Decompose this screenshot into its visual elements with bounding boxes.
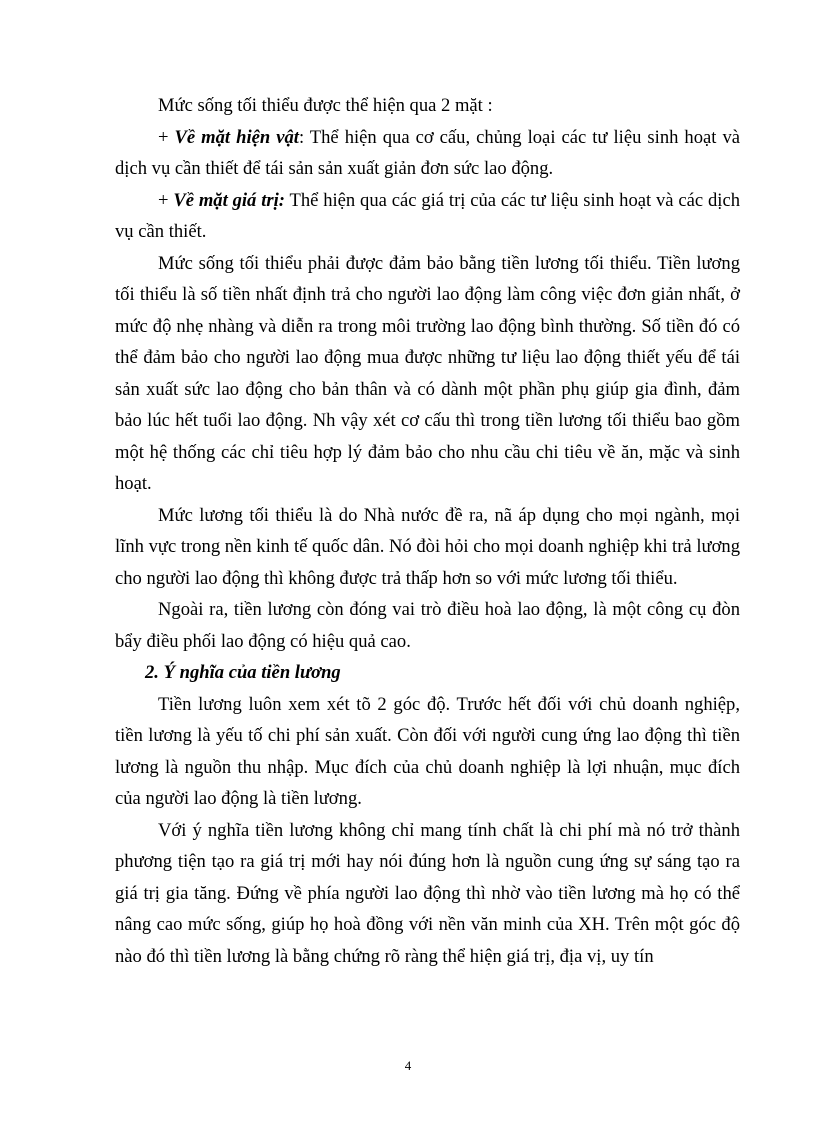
- page-number: 4: [404, 1058, 412, 1073]
- value-aspect-text: Thể hiện qua các giá trị của các tư liệu sinh hoạt và các dịch vụ cần thiết.: [115, 189, 740, 242]
- physical-aspect-label: Về mặt hiện vật: [174, 126, 299, 148]
- paragraph-intro: Mức sống tối thiểu được thể hiện qua 2 mặt :: [158, 95, 493, 116]
- section-heading: 2. Ý nghĩa của tiền lương: [145, 662, 341, 683]
- bullet-prefix: +: [158, 189, 174, 211]
- page-content: [115, 90, 740, 972]
- paragraph-wage-meaning: Với ý nghĩa tiền lương không chỉ mang tính chất là chi phí mà nó trở thành phương tiện tạo ra giá trị mới hay nói đúng hơn là nguồn cung ứng sự sáng tạo ra giá trị gia tăng. Đứng về phía người lao động thì nhờ vào tiền lương mà họ có thể nâng cao mức sống, giúp họ hoà đồng với nền văn minh của XH. Trên một góc độ nào đó thì tiền lương là bằng chứng rõ ràng thể hiện giá trị, địa vị, uy tín: [115, 819, 740, 967]
- paragraph-wage-perspectives: Tiền lương luôn xem xét tõ 2 góc độ. Trước hết đối với chủ doanh nghiệp, tiền lương là yếu tố chi phí sản xuất. Còn đối với người cung ứng lao động thì tiền lương là nguồn thu nhập. Mục đích của chủ doanh nghiệp là lợi nhuận, mục đích của người lao động là tiền lương.: [115, 693, 740, 809]
- paragraph-minimum-wage: Mức sống tối thiểu phải được đảm bảo bằng tiền lương tối thiểu. Tiền lương tối thiểu là số tiền nhất định trả cho người lao động làm công việc đơn giản nhất, ở mức độ nhẹ nhàng và diễn ra trong môi trường lao động bình thường. Số tiền đó có thể đảm bảo cho người lao động mua được những tư liệu lao động thiết yếu để tái sản xuất sức lao động cho bản thân và có dành một phần phụ giúp gia đình, đảm bảo lúc hết tuổi lao động. Nh vậy xét cơ cấu thì trong tiền lương tối thiểu bao gồm một hệ thống các chỉ tiêu hợp lý đảm bảo cho nhu cầu chi tiêu về ăn, mặc và sinh hoạt.: [115, 252, 740, 494]
- bullet-prefix: +: [158, 126, 175, 148]
- value-aspect-label: Về mặt giá trị:: [173, 189, 285, 211]
- paragraph-value-aspect: [115, 185, 740, 248]
- paragraph-state-minimum-wage: Mức lương tối thiểu là do Nhà nước đề ra, nã áp dụng cho mọi ngành, mọi lĩnh vực trong nền kinh tế quốc dân. Nó đòi hỏi cho mọi doanh nghiệp khi trả lương cho người lao động thì không được trả thấp hơn so với mức lương tối thiểu.: [115, 504, 740, 589]
- paragraph-labor-regulation: Ngoài ra, tiền lương còn đóng vai trò điều hoà lao động, là một công cụ đòn bẩy điều phối lao động có hiệu quả cao.: [115, 599, 740, 652]
- paragraph-physical-aspect: [115, 122, 740, 185]
- physical-aspect-text: : Thể hiện qua cơ cấu, chủng loại các tư liệu sinh hoạt và dịch vụ cần thiết để tái sản sản xuất giản đơn sức lao động.: [115, 126, 740, 179]
